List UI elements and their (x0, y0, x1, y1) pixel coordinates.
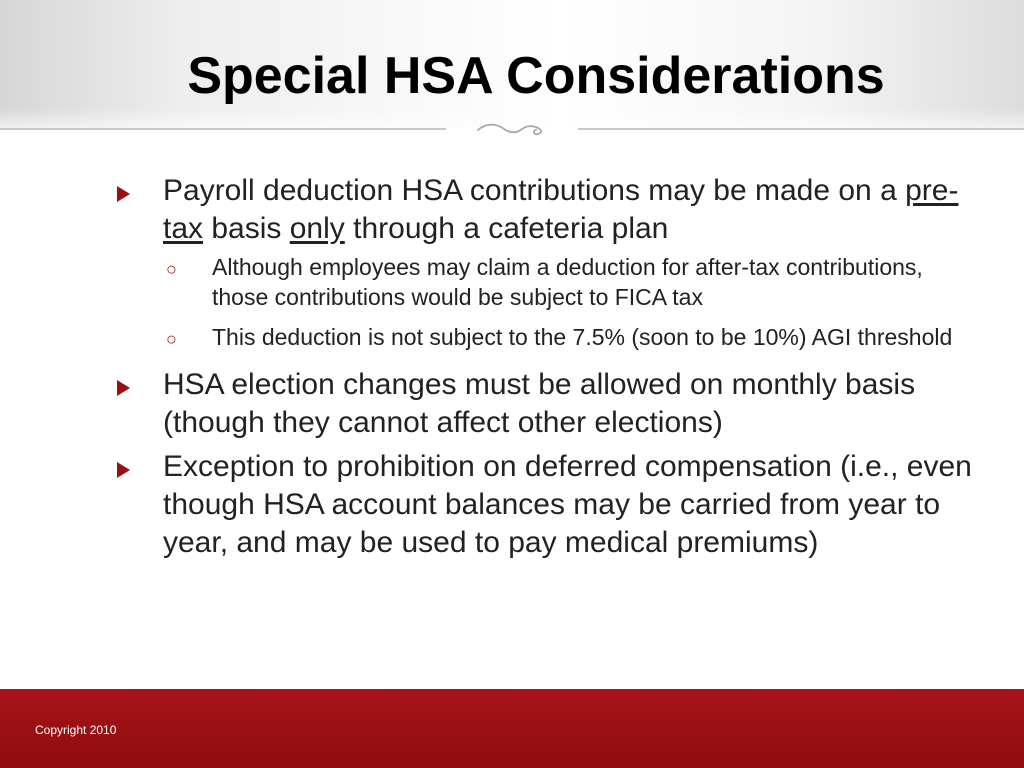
bullet-text: Exception to prohibition on deferred compensation (i.e., even though HSA account balances may be carried from year to year, and may be used to pay medical premiums) (163, 450, 972, 559)
bullet-item (112, 366, 972, 442)
bullet-text-part: basis (203, 212, 290, 245)
sub-bullet-text: This deduction is not subject to the 7.5% (soon to be 10%) AGI threshold (212, 324, 953, 350)
bullet-list (112, 172, 972, 564)
circle-outline-icon: ○ (166, 329, 177, 349)
slide-title: Special HSA Considerations (187, 47, 885, 105)
sub-bullet-item (112, 252, 972, 312)
flourish-icon (474, 119, 550, 139)
bullet-text-part: through a cafeteria plan (344, 212, 669, 245)
underlined-term-pre-tax: pre-tax (163, 174, 959, 245)
footer-band (0, 689, 1024, 768)
triangle-right-icon (117, 380, 130, 396)
bullet-item (112, 172, 972, 248)
sub-bullet-text: Although employees may claim a deduction for after-tax contributions, those contributions would be subject to FICA tax (212, 254, 923, 310)
title-divider-left (0, 128, 446, 130)
copyright-text: Copyright 2010 (35, 723, 117, 737)
title-divider-right (578, 128, 1024, 130)
sub-bullet-item (112, 322, 972, 352)
bullet-text: HSA election changes must be allowed on monthly basis (though they cannot affect other elections) (163, 368, 916, 439)
bullet-text-part: Payroll deduction HSA contributions may be made on a (163, 174, 906, 207)
bullet-item (112, 448, 972, 562)
circle-outline-icon: ○ (166, 259, 177, 279)
triangle-right-icon (117, 186, 130, 202)
underlined-term-only: only (289, 212, 345, 245)
triangle-right-icon (117, 462, 130, 478)
